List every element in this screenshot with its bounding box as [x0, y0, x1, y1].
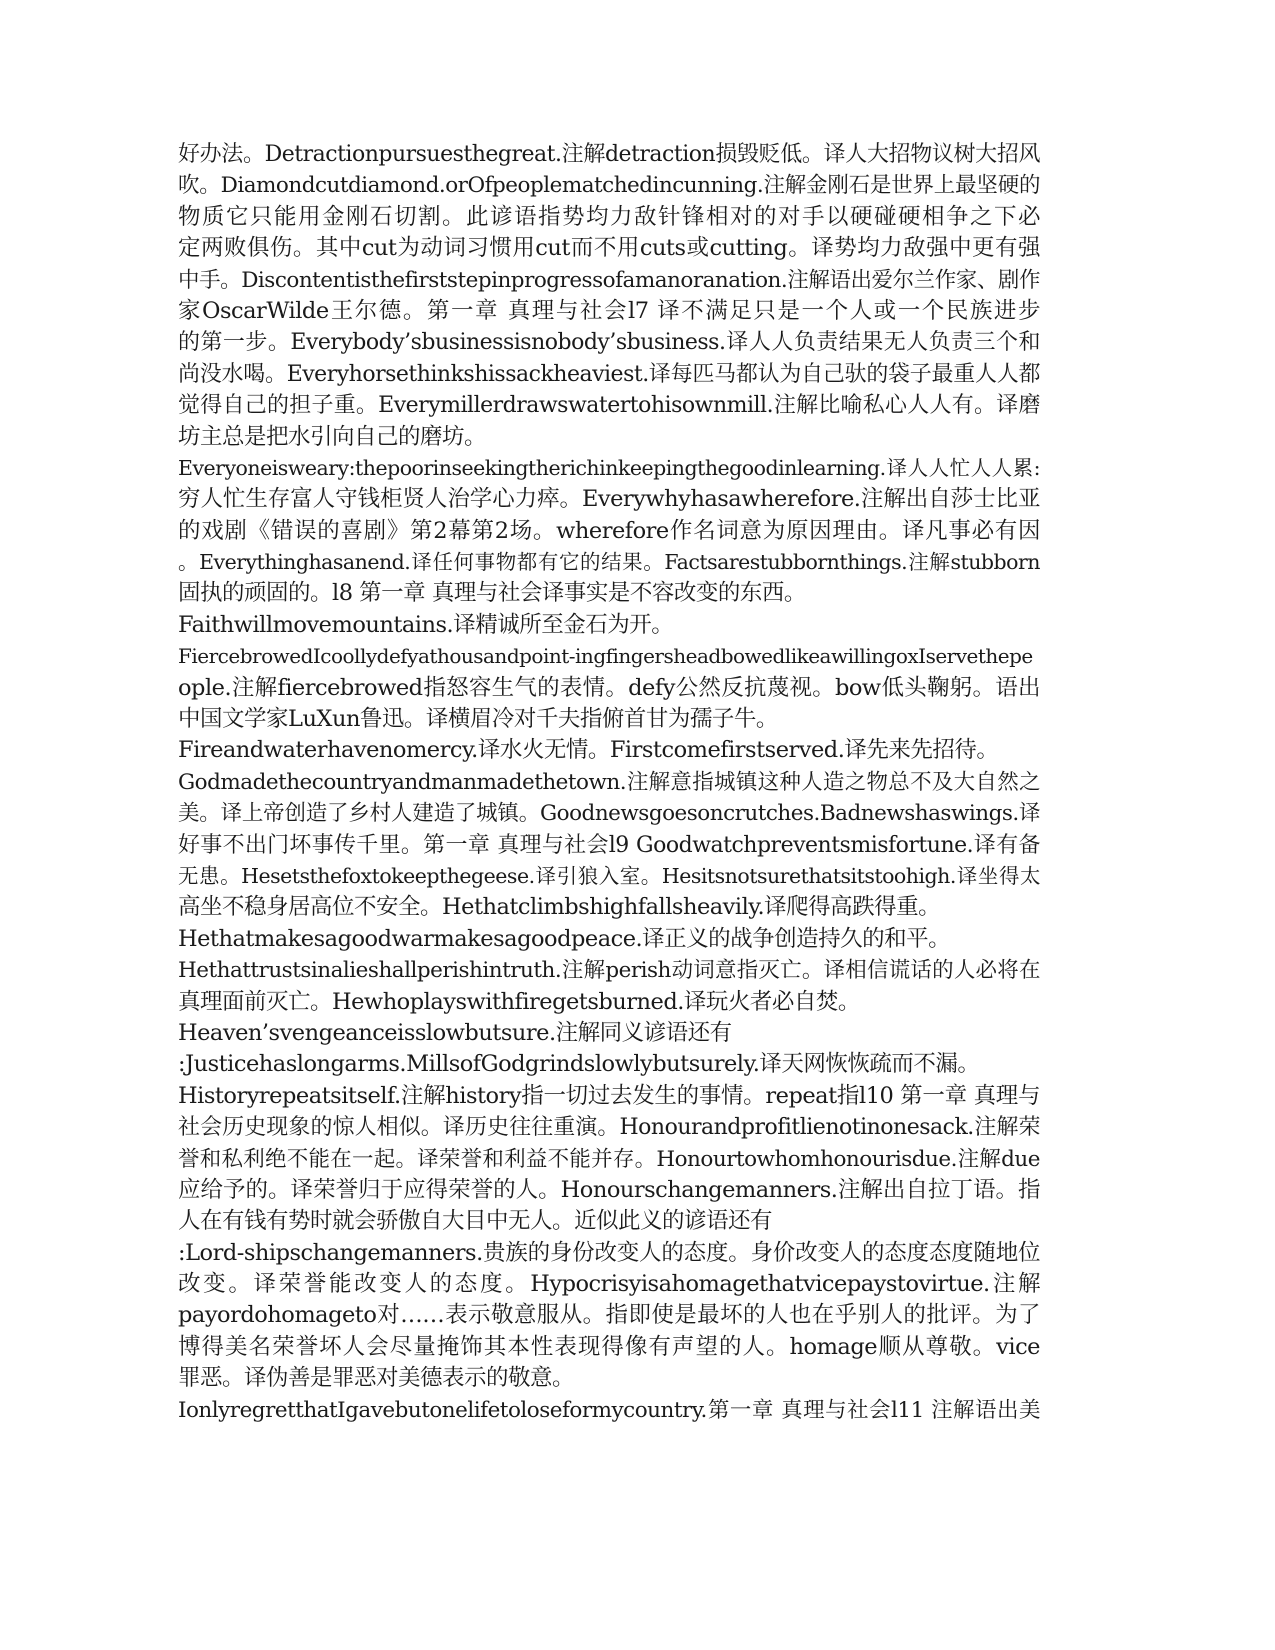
text-line: 无患。Hesetsthefoxtokeepthegeese.译引狼入室。Hesitsnotsurethatsitstoohigh.译坐得太	[178, 863, 1040, 888]
text-line: 人在有钱有势时就会骄傲自大目中无人。近似此义的谚语还有	[178, 1208, 773, 1235]
text-line: Everyoneisweary:thepoorinseekingtherichinkeepingthegoodinlearning.译人人忙人人累:	[178, 455, 1040, 480]
text-line: 应给予的。译荣誉归于应得荣誉的人。Honourschangemanners.注解出自拉丁语。指	[178, 1176, 1040, 1203]
text-line: 改变。译荣誉能改变人的态度。Hypocrisyisahomagethatvicepaystovirtue.注解	[178, 1271, 1040, 1298]
text-line: 固执的顽固的。l8 第一章 真理与社会译事实是不容改变的东西。	[178, 580, 806, 607]
text-line: payordohomageto对……表示敬意服从。指即使是最坏的人也在乎别人的批评。为了	[178, 1302, 1040, 1329]
text-line: 。Everythinghasanend.译任何事物都有它的结果。Factsarestubbornthings.注解stubborn	[178, 550, 1040, 575]
text-line: 博得美名荣誉坏人会尽量掩饰其本性表现得像有声望的人。homage顺从尊敬。vice	[178, 1333, 1040, 1360]
text-line: 罪恶。译伪善是罪恶对美德表示的敬意。	[178, 1365, 575, 1392]
text-line: :Lord-shipschangemanners.贵族的身份改变人的态度。身价改变人的态度态度随地位	[178, 1239, 1040, 1266]
text-line: 好事不出门坏事传千里。第一章 真理与社会l9 Goodwatchpreventsmisfortune.译有备	[178, 832, 1040, 858]
text-line: Fireandwaterhavenomercy.译水火无情。Firstcomefirstserved.译先来先招待。	[178, 737, 999, 764]
text-line: 吹。Diamondcutdiamond.orOfpeoplematchedincunning.注解金刚石是世界上最坚硬的	[178, 173, 1040, 199]
text-line: Hethattrustsinalieshallperishintruth.注解perish动词意指灭亡。译相信谎话的人必将在	[178, 958, 1040, 984]
text-line: 物质它只能用金刚石切割。此谚语指势均力敌针锋相对的对手以硬碰硬相争之下必	[178, 203, 1040, 230]
text-line: 中国文学家LuXun鲁迅。译横眉冷对千夫指俯首甘为孺子牛。	[178, 706, 778, 733]
text-line: 中手。Discontentisthefirststepinprogressofamanoranation.注解语出爱尔兰作家、剧作	[178, 267, 1040, 293]
text-line: 社会历史现象的惊人相似。译历史往往重演。Honourandprofitlienotinonesack.注解荣	[178, 1115, 1040, 1141]
text-line: ople.注解fiercebrowed指怒容生气的表情。defy公然反抗蔑视。bow低头鞠躬。语出	[178, 674, 1040, 701]
text-line: 真理面前灭亡。Hewhoplayswithfiregetsburned.译玩火者必自焚。	[178, 988, 860, 1015]
text-line: Faithwillmovemountains.译精诚所至金石为开。	[178, 611, 674, 638]
text-line: 定两败俱伤。其中cut为动词习惯用cut而不用cuts或cutting。译势均力敌强中更有强	[178, 235, 1040, 262]
text-line: 好办法。Detractionpursuesthegreat.注解detraction损毁贬低。译人大招物议树大招风	[178, 142, 1040, 167]
text-line: 穷人忙生存富人守钱柜贤人治学心力瘁。Everywhyhasawherefore.注解出自莎士比亚	[178, 486, 1040, 513]
text-line: 尚没水喝。Everyhorsethinkshissackheaviest.译每匹马都认为自己驮的袋子最重人人都	[178, 361, 1040, 387]
text-line: FiercebrowedIcoollydefyathousandpoint-ingfingersheadbowedlikeawillingoxIservethepe	[178, 644, 1033, 669]
text-line: Heaven’svengeanceisslowbutsure.注解同义谚语还有	[178, 1019, 732, 1046]
text-line: 的戏剧《错误的喜剧》第2幕第2场。wherefore作名词意为原因理由。译凡事必有因	[178, 517, 1040, 544]
text-line: IonlyregretthatIgavebutonelifetoloseformycountry.第一章 真理与社会l11 注解语出美	[178, 1397, 1040, 1423]
document-page	[178, 139, 1040, 1599]
text-line: 的第一步。Everybody’sbusinessisnobody’sbusiness.译人人负责结果无人负责三个和	[178, 330, 1040, 356]
text-line: 坊主总是把水引向自己的磨坊。	[178, 423, 487, 450]
text-line: 觉得自己的担子重。Everymillerdrawswatertohisownmill.注解比喻私心人人有。译磨	[178, 393, 1040, 419]
text-line: Godmadethecountryandmanmadethetown.注解意指城镇这种人造之物总不及大自然之	[178, 769, 1040, 795]
text-line: 高坐不稳身居高位不安全。Hethatclimbshighfallsheavily.译爬得高跌得重。	[178, 894, 941, 921]
text-line: Historyrepeatsitself.注解history指一切过去发生的事情。repeat指l10 第一章 真理与	[178, 1082, 1040, 1109]
text-line: 誉和私利绝不能在一起。译荣誉和利益不能并存。Honourtowhomhonourisdue.注解due	[178, 1146, 1040, 1172]
text-line: 美。译上帝创造了乡村人建造了城镇。Goodnewsgoesoncrutches.Badnewshaswings.译	[178, 801, 1040, 827]
text-line: 家OscarWilde王尔德。第一章 真理与社会l7 译不满足只是一个人或一个民族进步	[178, 297, 1040, 324]
text-line: :Justicehaslongarms.MillsofGodgrindslowlybutsurely.译天网恢恢疏而不漏。	[178, 1051, 980, 1078]
text-line: Hethatmakesagoodwarmakesagoodpeace.译正义的战争创造持久的和平。	[178, 925, 951, 952]
